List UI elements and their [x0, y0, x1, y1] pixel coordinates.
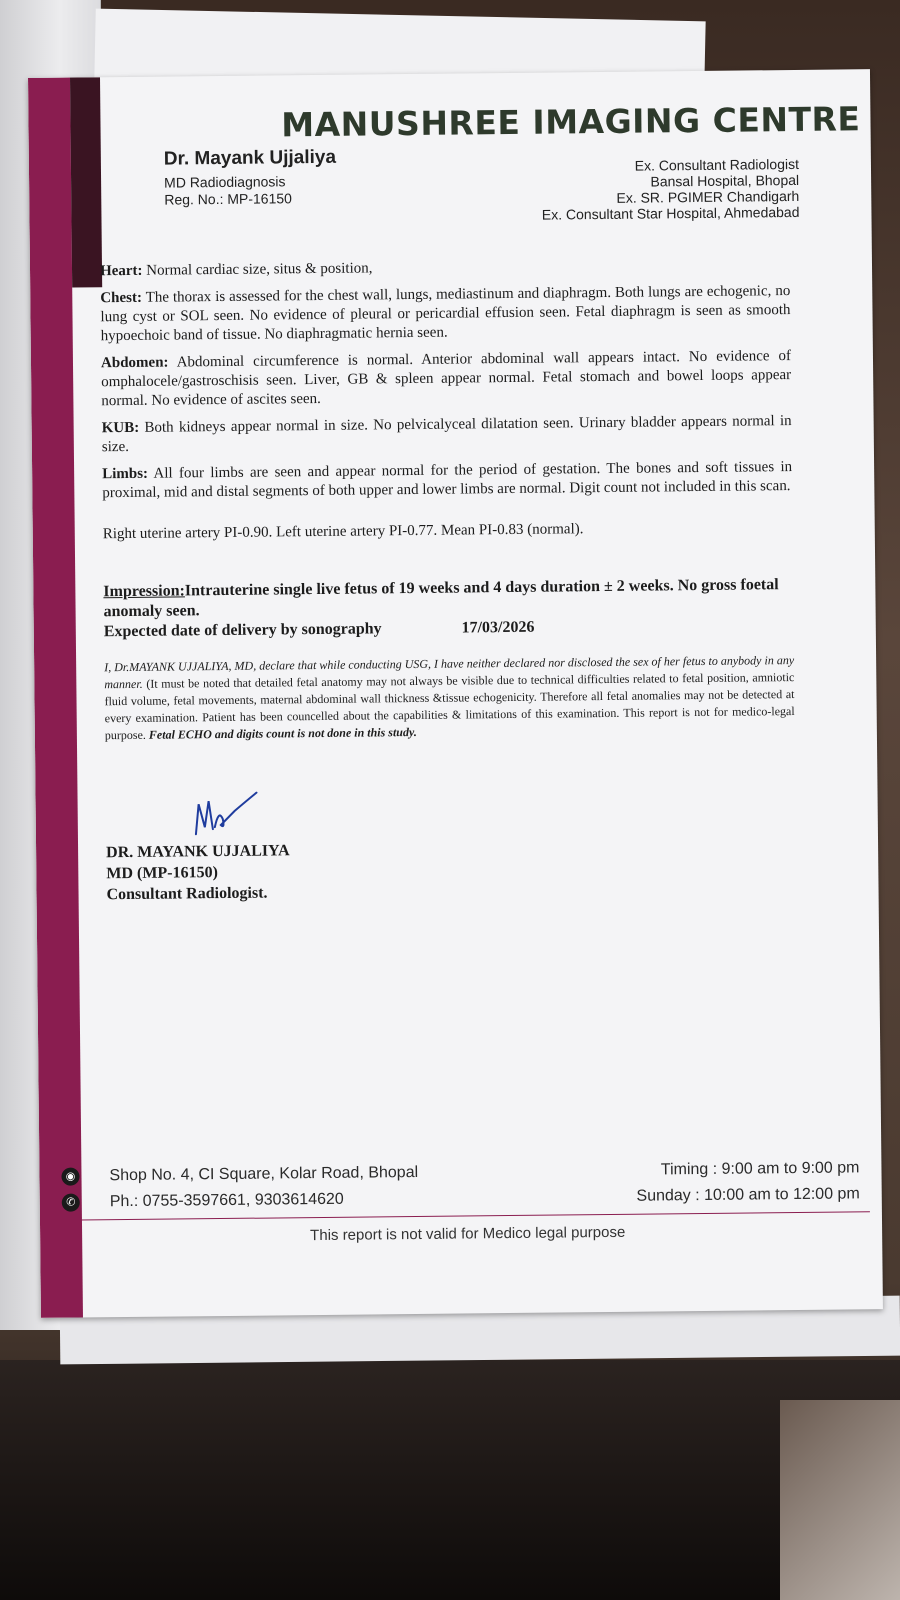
- finding-text: Both kidneys appear normal in size. No pelvicalyceal dilatation seen. Urinary bladder appears normal in size.: [101, 413, 792, 456]
- impression-text: Intrauterine single live fetus of 19 weeks and 4 days duration ± 2 weeks. No gross foetal anomaly seen.: [103, 576, 779, 621]
- report-body: [100, 255, 795, 744]
- finding-text: The thorax is assessed for the chest wall, lungs, mediastinum and diaphragm. Both lungs are echogenic, no lung cyst or SOL seen. No evidence of pleural or pericardial effusion seen. Fetal diaphragm is seen as smooth hypoechoic band of tissue. No diaphragmatic hernia seen.: [100, 283, 791, 345]
- signature-block: [106, 840, 290, 905]
- qualifications: [541, 156, 799, 223]
- declaration-part1: I, Dr.MAYANK UJJALIYA, MD, declare that while conducting USG, I have neither declared nor disclosed the sex of her fetus to anybody in any manner.: [104, 653, 795, 692]
- footer-sunday: Sunday : 10:00 am to 12:00 pm: [636, 1185, 860, 1205]
- finding-text: Abdominal circumference is normal. Anterior abdominal wall appears intact. No evidence of omphalocele/gastroschisis seen. Liver, GB & spleen appear normal. Fetal stomach and bowel loops appear normal. No evidence of ascites seen.: [101, 348, 792, 410]
- footer-timing: Timing : 9:00 am to 9:00 pm: [660, 1159, 860, 1179]
- edd-value: 17/03/2026: [461, 618, 535, 637]
- finding-text: All four limbs are seen and appear normal for the period of gestation. The bones and soft tissues in proximal, mid and distal segments of both upper and lower limbs are normal. Digit count not included in this scan.: [102, 459, 793, 502]
- finding-label: Abdomen:: [100, 354, 169, 372]
- report-page: [28, 69, 883, 1318]
- signatory-name: DR. MAYANK UJJALIYA: [106, 842, 290, 862]
- finding-chest: [100, 282, 791, 346]
- qualification-line: Bansal Hospital, Bhopal: [650, 171, 800, 190]
- accent-strip-top: [70, 77, 102, 287]
- declaration-part2: (It must be noted that detailed fetal anatomy may not always be visible due to technical difficulties related to fetal position, amniotic fluid volume, fetal movements, maternal abdominal wall thickness &tissue echogenicity. Therefore all fetal anomalies may not be detected at every examination. Patient has been councelled about the capabilities & limitations of this examination. This report is not for medico-legal purpose.: [104, 670, 795, 743]
- desk-corner: [780, 1400, 900, 1600]
- phone-icon: ✆: [62, 1194, 80, 1212]
- declaration: [104, 652, 795, 744]
- qualification-line: Ex. Consultant Star Hospital, Ahmedabad: [541, 203, 800, 223]
- doppler-findings: Right uterine artery PI-0.90. Left uterine artery PI-0.77. Mean PI-0.83 (normal).: [102, 521, 584, 543]
- desk-surface: [0, 1360, 900, 1600]
- signatory-role: Consultant Radiologist.: [106, 884, 268, 904]
- footer-phone: Ph.: 0755-3597661, 9303614620: [109, 1190, 344, 1211]
- location-pin-icon: ◉: [61, 1168, 79, 1186]
- footer-address: Shop No. 4, CI Square, Kolar Road, Bhopal: [109, 1163, 419, 1185]
- doctor-block: [164, 147, 337, 209]
- handwritten-signature: [190, 789, 261, 840]
- finding-label: Limbs:: [102, 465, 149, 483]
- doctor-name: Dr. Mayank Ujjaliya: [163, 146, 337, 170]
- finding-kub: [102, 412, 792, 457]
- declaration-part3: Fetal ECHO and digits count is not done in this study.: [148, 724, 417, 742]
- edd-label: Expected date of delivery by sonography: [103, 620, 382, 641]
- footer-note: This report is not valid for Medico legal purpose: [310, 1223, 626, 1245]
- finding-label: Chest:: [100, 289, 143, 307]
- qualification-line: Ex. SR. PGIMER Chandigarh: [616, 187, 800, 206]
- signatory-degree: MD (MP-16150): [106, 864, 218, 883]
- qualification-line: Ex. Consultant Radiologist: [634, 155, 800, 174]
- registration-number: Reg. No.: MP-16150: [164, 190, 292, 208]
- doctor-degree: MD Radiodiagnosis: [164, 173, 286, 191]
- finding-abdomen: [101, 347, 792, 411]
- finding-label: Heart:: [99, 262, 143, 280]
- finding-heart: [100, 255, 790, 281]
- impression-label: Impression:: [103, 582, 185, 601]
- clinic-title: MANUSHREE IMAGING CENTRE: [281, 99, 861, 145]
- page-footer: [65, 1159, 883, 1245]
- finding-text: Normal cardiac size, situs & position,: [146, 260, 373, 279]
- finding-limbs: [102, 458, 792, 503]
- finding-label: KUB:: [101, 419, 140, 437]
